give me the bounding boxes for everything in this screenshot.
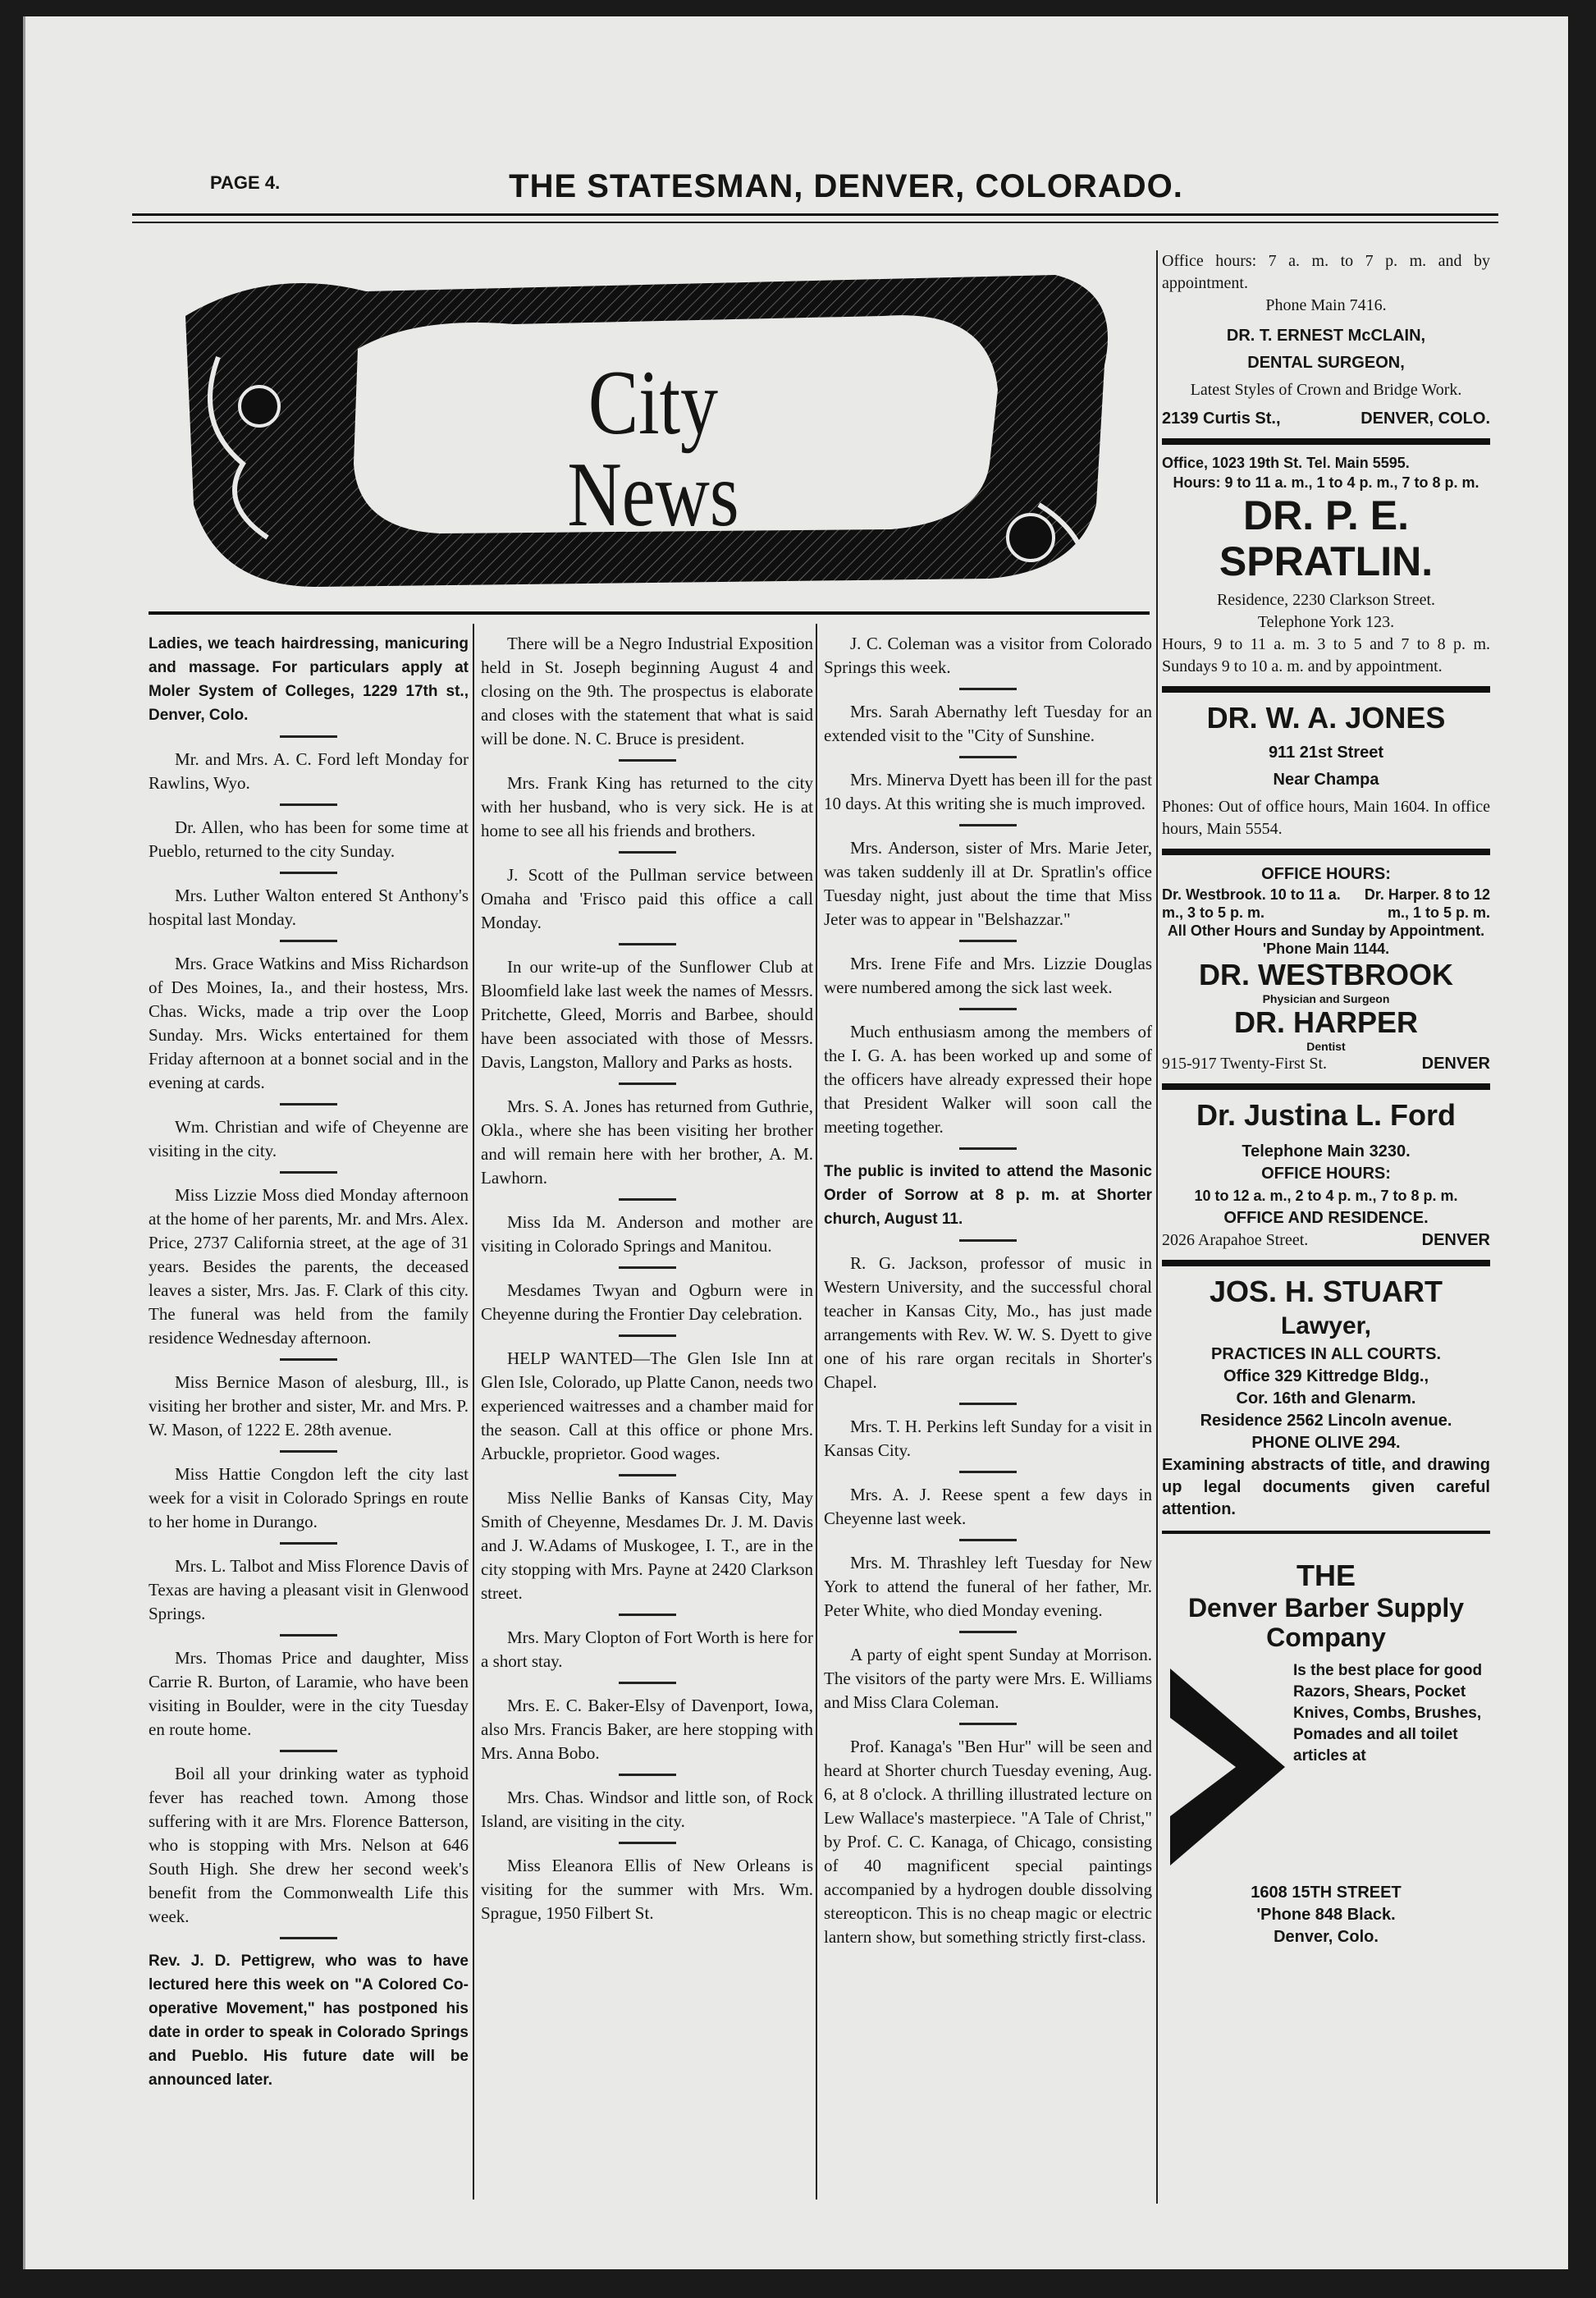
item-separator: [619, 851, 676, 854]
news-item: Mrs. Irene Fife and Mrs. Lizzie Douglas were numbered among the sick last week.: [824, 954, 1152, 997]
ad-stuart: JOS. H. STUART Lawyer, PRACTICES IN ALL COURTS. Office 329 Kittredge Bldg., Cor. 16th and Glenarm. Residence 2562 Lincoln avenue. PHONE OLIVE 294. Examining abstracts of title, and drawing up legal documents given careful attention.: [1162, 1275, 1490, 1518]
item-separator: [280, 803, 337, 806]
news-item: Mrs. Thomas Price and daughter, Miss Carrie R. Burton, of Laramie, who have been visiting in Boulder, were in the city Tuesday en route home.: [149, 1648, 469, 1739]
masthead-rule-top: [132, 213, 1498, 216]
news-item: Mrs. Frank King has returned to the city with her husband, who is very sick. He is at home to see all his friends and brothers.: [481, 773, 813, 840]
news-item: Mrs. Sarah Abernathy left Tuesday for an extended visit to the "City of Sunshine.: [824, 702, 1152, 745]
item-separator: [280, 1634, 337, 1637]
advertisements-column: [1162, 250, 1490, 1948]
item-separator: [959, 1403, 1017, 1405]
item-separator: [959, 1631, 1017, 1633]
news-item: J. C. Coleman was a visitor from Colorado Springs this week.: [824, 634, 1152, 677]
news-item: HELP WANTED—The Glen Isle Inn at Glen Isle, Colorado, up Platte Canon, needs two experienced waitresses and a chamber maid for the season. Call at this office or phone Mrs. Arbuckle, proprietor. Good wages.: [481, 1348, 813, 1463]
news-item: Ladies, we teach hairdressing, manicuring and massage. For particulars apply at Moler System of Colleges, 1229 17th st., Denver, Colo.: [149, 635, 469, 724]
news-item: Mrs. T. H. Perkins left Sunday for a visit in Kansas City.: [824, 1417, 1152, 1460]
news-item: Miss Bernice Mason of alesburg, Ill., is visiting her brother and sister, Mr. and Mrs. P. W. Mason, of 1222 E. 28th avenue.: [149, 1372, 469, 1440]
masthead: THE STATESMAN, DENVER, COLORADO.: [509, 168, 1183, 204]
item-separator: [959, 1539, 1017, 1541]
item-separator: [280, 1450, 337, 1453]
news-item: Mrs. E. C. Baker-Elsy of Davenport, Iowa, also Mrs. Francis Baker, are here stopping with Mrs. Anna Bobo.: [481, 1696, 813, 1763]
news-item: A party of eight spent Sunday at Morrison. The visitors of the party were Mrs. E. Williams and Miss Clara Coleman.: [824, 1645, 1152, 1712]
item-separator: [959, 756, 1017, 758]
page-number: PAGE 4.: [210, 172, 281, 193]
news-item: Dr. Allen, who has been for some time at Pueblo, returned to the city Sunday.: [149, 817, 469, 861]
news-item: Mesdames Twyan and Ogburn were in Cheyenne during the Frontier Day celebration.: [481, 1280, 813, 1324]
item-separator: [619, 1842, 676, 1844]
news-item: Much enthusiasm among the members of the I. G. A. has been worked up and some of the officers have already expressed their hope that President Walker will soon call the meeting together.: [824, 1022, 1152, 1137]
news-item: Mr. and Mrs. A. C. Ford left Monday for Rawlins, Wyo.: [149, 749, 469, 793]
item-separator: [619, 759, 676, 762]
item-separator: [280, 940, 337, 942]
ad-barber-supply: THE Denver Barber Supply Company Is the best place for good Razors, Shears, Pocket Knives, Combs, Brushes, Pomades and all toilet articles at 1608 15TH STREET 'Phone 848 Black. Denver, Colo.: [1162, 1559, 1490, 1948]
item-separator: [619, 943, 676, 945]
ad-divider: [1162, 1260, 1490, 1266]
item-separator: [280, 1937, 337, 1939]
column-divider: [1156, 250, 1158, 2204]
news-item: Mrs. Grace Watkins and Miss Richardson of Des Moines, Ia., and their hostess, Mrs. Chas. Wicks, made a trip over the Loop Sunday. Mrs. Wicks entertained for them Friday afternoon at a bonnet social and in the evening at cards.: [149, 954, 469, 1092]
news-item: Miss Ida M. Anderson and mother are visiting in Colorado Springs and Manitou.: [481, 1212, 813, 1256]
item-separator: [619, 1266, 676, 1269]
news-item: The public is invited to attend the Masonic Order of Sorrow at 8 p. m. at Shorter church, August 11.: [824, 1163, 1152, 1228]
ad-divider: [1162, 438, 1490, 445]
masthead-rule-bottom: [132, 222, 1498, 223]
item-separator: [619, 1334, 676, 1337]
news-column-2: [481, 632, 813, 1942]
news-item: Mrs. S. A. Jones has returned from Guthrie, Okla., where she has been visiting her brother and will remain here with her brother, A. M. Lawhorn.: [481, 1096, 813, 1188]
news-item: Mrs. M. Thrashley left Tuesday for New York to attend the funeral of her father, Mr. Peter White, who died Monday evening.: [824, 1553, 1152, 1620]
item-separator: [619, 1083, 676, 1085]
ad-divider: [1162, 1531, 1490, 1534]
item-separator: [619, 1198, 676, 1201]
item-separator: [280, 1358, 337, 1361]
news-item: Boil all your drinking water as typhoid fever has reached town. Among those suffering with it are Mrs. Florence Batterson, who is stopping with Mrs. Nelson at 646 South High. She drew her second week's benefit from the Commonwealth Life this week.: [149, 1764, 469, 1926]
section-title: City News: [567, 352, 739, 546]
item-separator: [280, 1542, 337, 1545]
item-separator: [280, 1103, 337, 1106]
news-item: Mrs. Anderson, sister of Mrs. Marie Jeter, was taken suddenly ill at Dr. Spratlin's office Tuesday night, just about the time that Miss Jeter was to appear in "Belshazzar.": [824, 838, 1152, 929]
ad-divider: [1162, 849, 1490, 855]
ad-westbrook-harper: OFFICE HOURS: Dr. Westbrook. 10 to 11 a. m., 3 to 5 p. m. Dr. Harper. 8 to 12 m., 1 to 5 p. m. All Other Hours and Sunday by Appointment. 'Phone Main 1144. DR. WESTBROOK Physician and Surgeon DR. HARPER Dentist 915-917 Twenty-First St. DENVER: [1162, 865, 1490, 1073]
news-item: R. G. Jackson, professor of music in Western University, and the successful choral teacher in Kansas City, Mo., has just made arrangements with Rev. W. W. S. Dyett to give one of his rare organ recitals in Shorter's Chapel.: [824, 1253, 1152, 1392]
item-separator: [619, 1614, 676, 1616]
banner-underline: [149, 611, 1150, 615]
news-item: Wm. Christian and wife of Cheyenne are visiting in the city.: [149, 1117, 469, 1160]
news-item: Rev. J. D. Pettigrew, who was to have lectured here this week on "A Colored Co-operative Movement," has postponed his date in order to speak in Colorado Springs and Pueblo. His future date will be announced later.: [149, 1952, 469, 2089]
ad-mcclain: Office hours: 7 a. m. to 7 p. m. and by appointment. Phone Main 7416. DR. T. ERNEST McCLAIN, DENTAL SURGEON, Latest Styles of Crown and Bridge Work. 2139 Curtis St., DENVER, COLO.: [1162, 252, 1490, 428]
column-divider: [816, 624, 817, 2200]
item-separator: [959, 940, 1017, 942]
ad-jones: DR. W. A. JONES 911 21st Street Near Champa Phones: Out of office hours, Main 1604. In office hours, Main 5554.: [1162, 701, 1490, 838]
item-separator: [959, 1239, 1017, 1242]
news-item: Miss Nellie Banks of Kansas City, May Smith of Cheyenne, Mesdames Dr. J. M. Davis and J. W.Adams of Muskogee, I. T., are in the city stopping with Mrs. Payne at 2420 Clarkson street.: [481, 1488, 813, 1603]
ad-divider: [1162, 1083, 1490, 1090]
news-column-1: [149, 632, 469, 2108]
news-item: J. Scott of the Pullman service between Omaha and 'Frisco paid this office a call Monday.: [481, 865, 813, 932]
item-separator: [959, 1008, 1017, 1010]
item-separator: [959, 1147, 1017, 1150]
news-item: Mrs. Luther Walton entered St Anthony's hospital last Monday.: [149, 886, 469, 929]
item-separator: [280, 1750, 337, 1752]
item-separator: [280, 1171, 337, 1174]
news-item: Prof. Kanaga's "Ben Hur" will be seen and heard at Shorter church Tuesday evening, Aug. 6, at 8 o'clock. A thrilling illustrated lecture on Lew Wallace's masterpiece. "A Tale of Christ," by Prof. C. C. Kanaga, of Chicago, consisting of 40 magnificent special paintings accompanied by a hydrogen double dissolving stereopticon. This is no cheap magic or electric lantern show, but something strictly first-class.: [824, 1737, 1152, 1947]
news-item: Mrs. A. J. Reese spent a few days in Cheyenne last week.: [824, 1485, 1152, 1528]
item-separator: [959, 688, 1017, 690]
news-column-3: [824, 632, 1152, 1966]
news-item: In our write-up of the Sunflower Club at Bloomfield lake last week the names of Messrs. Pritchette, Gleed, Morris and Barbee, should have been associated with those of Messrs. Davis, Langston, Mallory and Parks as hosts.: [481, 957, 813, 1072]
column-divider: [473, 624, 474, 2200]
news-item: Miss Hattie Congdon left the city last week for a visit in Colorado Springs en route to her home in Durango.: [149, 1464, 469, 1531]
ad-spratlin: Office, 1023 19th St. Tel. Main 5595. Hours: 9 to 11 a. m., 1 to 4 p. m., 7 to 8 p. m. DR. P. E. SPRATLIN. Residence, 2230 Clarkson Street. Telephone York 123. Hours, 9 to 11 a. m. 3 to 5 and 7 to 8 p. m. Sundays 9 to 10 a. m. and by appointment.: [1162, 455, 1490, 675]
item-separator: [619, 1774, 676, 1776]
item-separator: [619, 1474, 676, 1476]
ad-ford: Dr. Justina L. Ford Telephone Main 3230. OFFICE HOURS: 10 to 12 a. m., 2 to 4 p. m., 7 to 8 p. m. OFFICE AND RESIDENCE. 2026 Arapahoe Street. DENVER: [1162, 1098, 1490, 1249]
item-separator: [280, 735, 337, 738]
news-item: Mrs. Mary Clopton of Fort Worth is here for a short stay.: [481, 1627, 813, 1671]
news-item: Miss Lizzie Moss died Monday afternoon at the home of her parents, Mr. and Mrs. Alex. Price, 2737 California street, at the age of 31 years. Besides the parents, the deceased leaves a sister, Mrs. Jas. F. Clark of this city. The funeral was held from the family residence Wednesday afternoon.: [149, 1185, 469, 1348]
news-item: Miss Eleanora Ellis of New Orleans is visiting for the summer with Mrs. Wm. Sprague, 1950 Filbert St.: [481, 1856, 813, 1923]
city-news-banner: [169, 259, 1137, 603]
item-separator: [959, 1723, 1017, 1725]
item-separator: [619, 1682, 676, 1684]
item-separator: [280, 872, 337, 874]
news-item: Mrs. L. Talbot and Miss Florence Davis of Texas are having a pleasant visit in Glenwood Springs.: [149, 1556, 469, 1623]
news-item: Mrs. Chas. Windsor and little son, of Rock Island, are visiting in the city.: [481, 1788, 813, 1831]
news-item: There will be a Negro Industrial Exposition held in St. Joseph beginning August 4 and closing on the 9th. The prospectus is elaborate and closes with the statement that what is said will be done. N. C. Bruce is president.: [481, 634, 813, 748]
ad-divider: [1162, 686, 1490, 693]
item-separator: [959, 1471, 1017, 1473]
newspaper-page: [23, 16, 1568, 2269]
pointing-arrow-icon: [1162, 1660, 1293, 1874]
news-item: Mrs. Minerva Dyett has been ill for the past 10 days. At this writing she is much improved.: [824, 770, 1152, 813]
item-separator: [959, 824, 1017, 826]
